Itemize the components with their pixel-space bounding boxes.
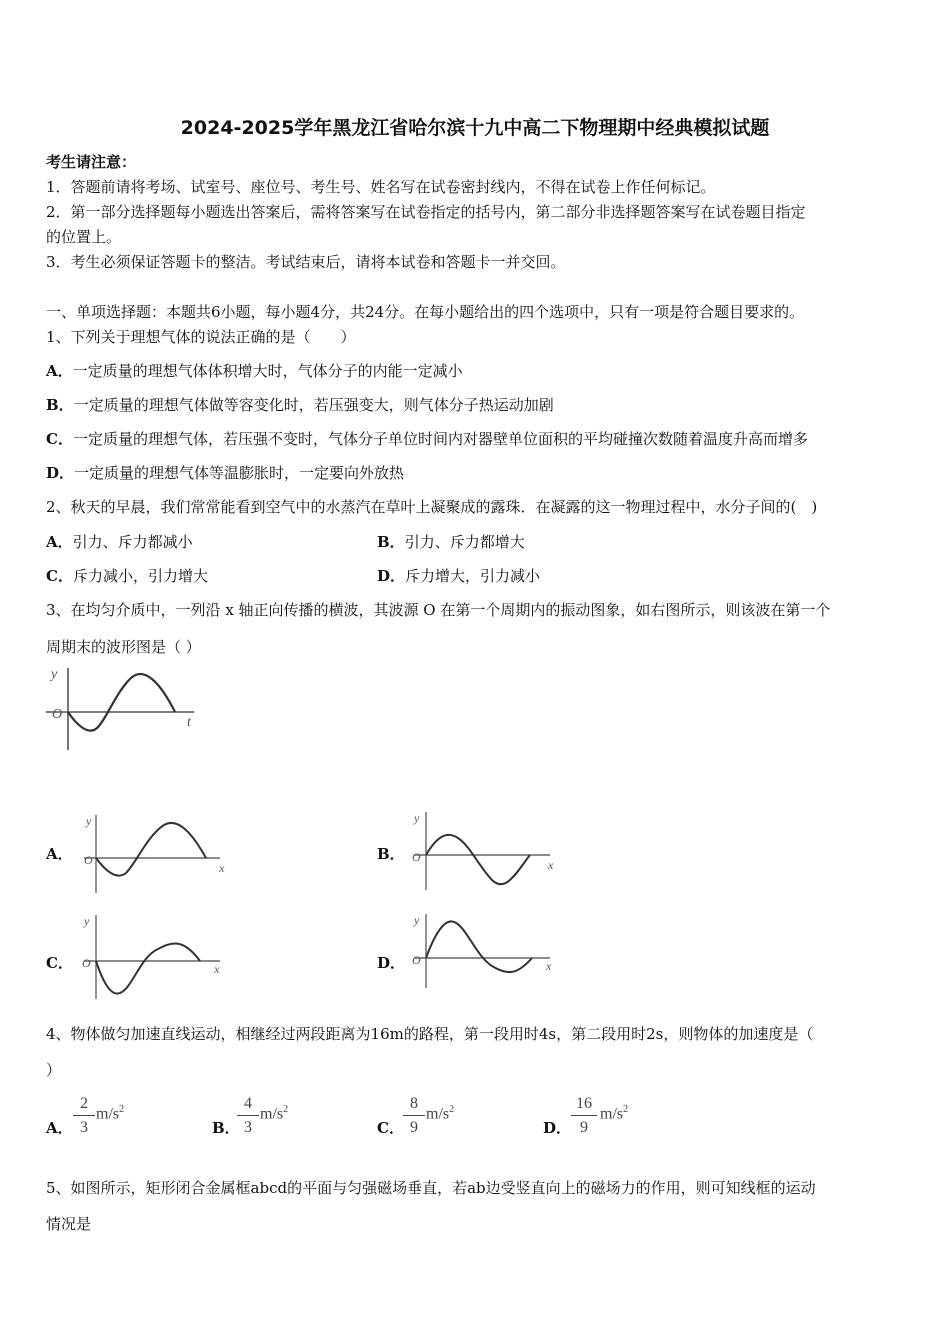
q5-stem-cont: 情况是 [46,1215,92,1233]
wave-graph-b [408,810,558,892]
q4-option-a-unit: $m/s^2$ [96,1104,125,1123]
q1-option-c: C．一定质量的理想气体，若压强不变时，气体分子单位时间内对器壁单位面积的平均碰撞次数随着温度升高而增多 [46,430,808,448]
notice-item-2-cont: 的位置上。 [46,228,122,246]
svg-text:O: O [84,853,93,867]
graph-t-label: t [187,715,191,730]
svg-text:y: y [86,814,92,828]
q5-stem: 5、如图所示，矩形闭合金属框abcd的平面与匀强磁场垂直，若ab边受竖直向上的磁场力的作用，则可知线框的运动 [46,1179,816,1197]
q3-stem: 3、在均匀介质中，一列沿 x 轴正向传播的横波，其波源 O 在第一个周期内的振动图象，如右图所示，则该波在第一个 [46,601,831,619]
wave-graph-c [80,913,230,1003]
q1-option-a: A．一定质量的理想气体体积增大时，气体分子的内能一定减小 [46,362,463,380]
q4-option-d-unit: $m/s^2$ [600,1104,629,1123]
q2-option-c: C．斥力减小，引力增大 [46,567,208,585]
q2-stem: 2、秋天的早晨，我们常常能看到空气中的水蒸汽在草叶上凝聚成的露珠．在凝露的这一物理过程中，水分子间的( ) [46,498,818,516]
q4-option-b-fraction: $\frac{4}{3}$ [237,1095,259,1137]
notice-item-1: 1．答题前请将考场、试室号、座位号、考生号、姓名写在试卷密封线内，不得在试卷上作任何标记。 [46,178,716,196]
svg-text:y: y [84,914,90,928]
q4-option-d-label: D． [543,1119,572,1137]
q3-option-b-label: B． [377,845,405,863]
page-title: 2024-2025学年黑龙江省哈尔滨十九中高二下物理期中经典模拟试题 [180,117,770,139]
vibration-graph [44,664,204,754]
svg-text:O: O [412,953,421,967]
q3-option-d-label: D． [377,954,406,972]
q4-stem: 4、物体做匀加速直线运动，相继经过两段距离为16m的路程，第一段用时4s，第二段用时2s，则物体的加速度是（ [46,1025,814,1043]
q4-option-b-label: B． [212,1119,240,1137]
q4-option-c-fraction: $\frac{8}{9}$ [403,1095,425,1137]
svg-text:O: O [412,850,421,864]
q4-option-c-unit: $m/s^2$ [426,1104,455,1123]
graph-y-label: y [51,667,58,682]
q4-option-a-fraction: $\frac{2}{3}$ [73,1095,95,1137]
graph-origin-label: O [52,707,63,722]
svg-text:y: y [414,811,420,825]
svg-text:O: O [82,956,91,970]
svg-text:y: y [414,913,420,927]
q4-stem-cont: ） [46,1061,62,1079]
notice-heading: 考生请注意： [46,153,137,171]
wave-graph-a [82,813,232,895]
q1-stem: 1、下列关于理想气体的说法正确的是（ ） [46,328,356,346]
svg-text:x: x [219,861,225,875]
q2-option-b: B．引力、斥力都增大 [377,533,525,551]
q3-option-a-label: A． [46,845,73,863]
section-heading: 一、单项选择题：本题共6小题，每小题4分，共24分。在每小题给出的四个选项中，只有一项是符合题目要求的。 [46,303,805,321]
q4-option-c-label: C． [377,1119,404,1137]
svg-text:x: x [214,962,220,976]
q3-option-c-label: C． [46,954,73,972]
q2-option-a: A．引力、斥力都减小 [46,533,193,551]
notice-item-3: 3．考生必须保证答题卡的整洁。考试结束后，请将本试卷和答题卡一并交回。 [46,253,566,271]
q3-stem-cont: 周期末的波形图是（ ） [46,638,201,656]
svg-text:x: x [548,858,554,872]
q4-option-d-fraction: $\frac{16}{9}$ [571,1095,597,1137]
q1-option-b: B．一定质量的理想气体做等容变化时，若压强变大，则气体分子热运动加剧 [46,396,554,414]
q2-option-d: D．斥力增大，引力减小 [377,567,541,585]
q4-option-b-unit: $m/s^2$ [260,1104,289,1123]
notice-item-2: 2．第一部分选择题每小题选出答案后，需将答案写在试卷指定的括号内，第二部分非选择题答案写在试卷题目指定 [46,203,806,221]
svg-text:x: x [546,959,552,973]
wave-graph-d [408,912,558,992]
q4-option-a-label: A． [46,1119,73,1137]
q1-option-d: D．一定质量的理想气体等温膨胀时，一定要向外放热 [46,464,405,482]
